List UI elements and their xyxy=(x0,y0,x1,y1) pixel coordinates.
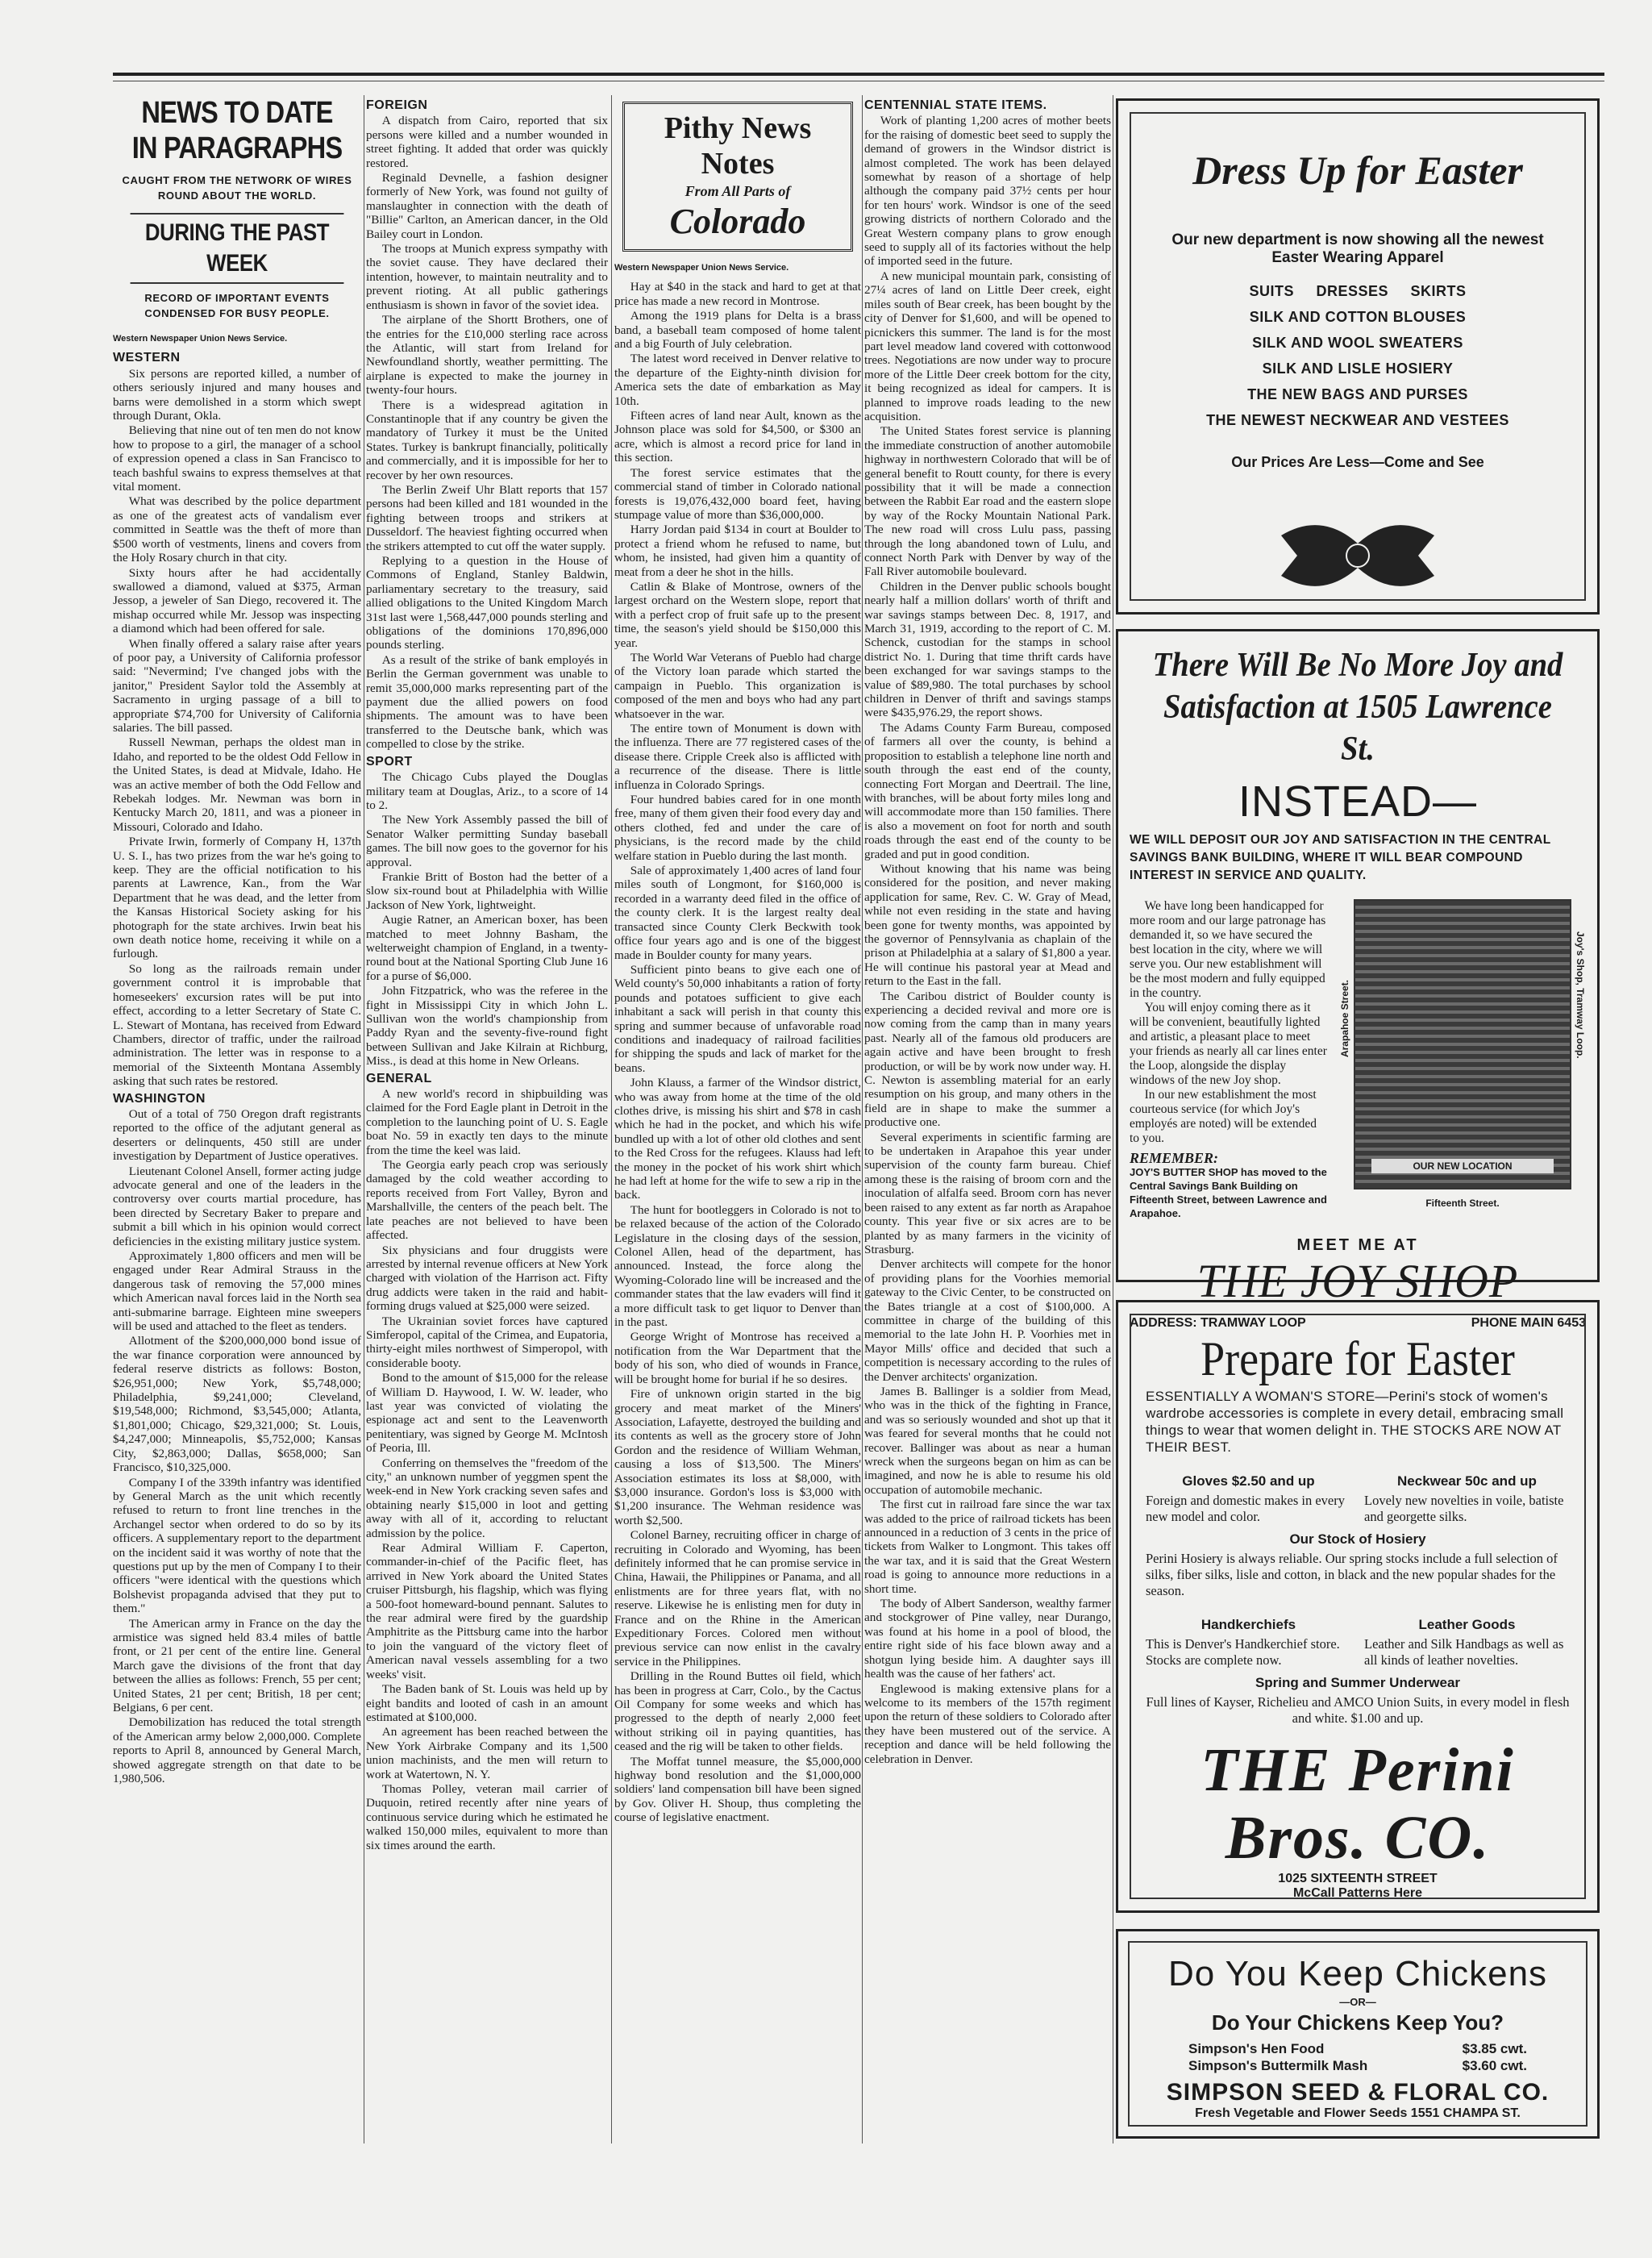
article-paragraph: A dispatch from Cairo, reported that six persons were killed and a number wounded in street fighting. It added that order was quickly restored. xyxy=(366,114,608,170)
article-paragraph: Hay at $40 in the stack and hard to get at that price has made a new record in Montrose. xyxy=(614,280,861,308)
product-price: $3.85 cwt. xyxy=(1462,2041,1527,2056)
article-paragraph: Approximately 1,800 officers and men will be engaged under Rear Admiral Strauss in the dangerous task of removing the 57,000 mines which American naval forces laid in the North sea anti-submarine barrage. Eighteen mine sweepers will be used and attached to the fleet as tenders. xyxy=(113,1249,361,1334)
article-paragraph: Four hundred babies cared for in one month free, many of them given their food every day and others clothed, fed and under the care of physicians, is the record made by the child welfare station in Pueblo during the last month. xyxy=(614,793,861,863)
ad-dress-up-easter xyxy=(1116,98,1600,614)
ad-item: SILK AND LISLE HOSIERY xyxy=(1262,360,1454,377)
column-divider xyxy=(611,95,612,2143)
ad-perini-bros xyxy=(1116,1300,1600,1913)
article-paragraph: Children in the Denver public schools bought nearly half a million dollars' worth of thrift and war savings stamps between Dec. 8, 1917, and March 31, 1919, according to the report of C. M. Schenck, custodian for the stamps in school district No. 1. During that time thrift cards have been exchanged for war savings stamps to the value of $89,980. The total purchases by school children in Denver of thrift and savings stamps were $435,976.29, the report shows. xyxy=(864,579,1111,720)
article-paragraph: The United States forest service is planning the immediate construction of another automobile highway in northwestern Colorado that will be of general benefit to Routt county, for there is every possibility that it will be made a connection between the Rabbit Ear road and the eastern slope by way of the Rocky Mountain National Park. The new road will cross Lulu pass, passing through the long abandoned town of Lulu, and connect North Park with Denver by way of the Fall River automobile boulevard. xyxy=(864,424,1111,579)
article-paragraph: A new world's record in shipbuilding was claimed for the Ford Eagle plant in Detroit in the completion to the launching point of U. S. Eagle boat No. 59 in exactly ten days to the minute from the time the keel was laid. xyxy=(366,1087,608,1157)
ad-body: Perini Hosiery is always reliable. Our spring stocks include a full selection of silks, fiber silks, lisle and cotton, in black and the new popular shades for the season. xyxy=(1146,1551,1558,1598)
article-paragraph: Sixty hours after he had accidentally swallowed a diamond, valued at $375, Arman Jessop, a jeweler of San Diego, recovered it. The mishap occurred while Mr. Jessop was inspecting a diamond which had been offered for sale. xyxy=(113,565,361,636)
ad-body: In our new establishment the most courteous service (for which Joy's employés are noted) will be extended to you. xyxy=(1130,1088,1317,1145)
ad-or: —OR— xyxy=(1339,1996,1376,2008)
article-paragraph: Fire of unknown origin started in the big grocery and meat market of the Miners' Association, Lafayette, destroyed the building and its contents as well as the grocery store of John Gordon and the residence of William Wehman, causing a loss of $13,500. The Miners' Association estimates its loss at $8,000, with $3,000 insurance. Gordon's loss is $3,000 with $1,200 insurance. The Wehman residence was worth $2,500. xyxy=(614,1387,861,1527)
article-paragraph: Allotment of the $200,000,000 bond issue of the war finance corporation were announced by federal reserve districts as follows: Boston, $26,951,000; New York, $5,748,000; Philadelphia, $9,241,000; Cleveland, $19,548,000; Richmond, $3,545,000; Atlanta, $1,801,000; Chicago, $29,321,000; St. Louis, $4,247,000; Minneapolis, $5,752,000; Kansas City, $2,863,000; Dallas, $658,000; San Francisco, $10,325,000. xyxy=(113,1334,361,1475)
building-illustration xyxy=(1354,899,1571,1209)
article-paragraph: The Caribou district of Boulder county is experiencing a decided revival and more ore is now coming from the camp than in many years past. Nearly all of the famous old producers are again active and have been brought to fresh production, or will be by work now under way. H. C. Newton is assembling material for an early resumption on his group, and many others in the field are in shape to make the summer a productive one. xyxy=(864,989,1111,1130)
section-sport: SPORT xyxy=(366,754,413,769)
ad-joy-shop-name: THE JOY SHOP xyxy=(1196,1255,1519,1307)
article-paragraph: When finally offered a salary raise after years of poor pay, a University of California professor said: "Nevermind; I've changed jobs with the janitor," President Saylor told the Assembly at Sacramento in urging passage of a bill to appropriate $74,700 for University of California salaries. The bill passed. xyxy=(113,636,361,735)
ad-instead: INSTEAD— xyxy=(1238,777,1478,826)
headline-past-week: DURING THE PAST WEEK xyxy=(131,213,344,284)
ad-body: Full lines of Kayser, Richelieu and AMCO Union Suits, in every model in flesh and white. $1.00 and up. xyxy=(1146,1694,1570,1726)
top-rule xyxy=(113,73,1604,76)
ad-body: We have long been handicapped for more room and our large patronage has demanded it, so we have secured the best location in the city, where we will serve you. Our new establishment will be the most modern and fully equipped in the country. xyxy=(1130,899,1326,1000)
product-price: $3.60 cwt. xyxy=(1462,2058,1527,2073)
article-paragraph: Believing that nine out of ten men do not know how to propose to a girl, the manager of a school of expression opened a class in San Francisco to teach bashful swains to express themselves at that vital moment. xyxy=(113,423,361,494)
article-paragraph: Frankie Britt of Boston had the better of a slow six-round bout at Philadelphia with Willie Jackson of New York, lightweight. xyxy=(366,869,608,912)
ad-title: Dress Up for Easter xyxy=(1192,148,1523,193)
ad-address: 1025 SIXTEENTH STREET xyxy=(1278,1872,1438,1885)
news-service-credit: Western Newspaper Union News Service. xyxy=(113,334,288,344)
article-paragraph: The New York Assembly passed the bill of Senator Walker permitting Sunday baseball games. The bill now goes to the governor for his approval. xyxy=(366,813,608,869)
article-paragraph: Englewood is making extensive plans for a welcome to its members of the 157th regiment upon the return of these soldiers to Colorado after they have been mustered out of the service. A reception and dance will be held following the celebration in Denver. xyxy=(864,1681,1111,1766)
article-paragraph: Private Irwin, formerly of Company H, 137th U. S. I., has two prizes from the war he's going to keep. They are the official notification to his parents at Lawrence, Kan., from the War Department that he was dead, and the letter from the Kansas Historical Society asking for his photograph for the state archives. Irwin beat his own death notice home, receiving it while on a furlough. xyxy=(113,835,361,961)
article-paragraph: Denver architects will compete for the honor of providing plans for the Voorhies memorial gateway to the Civic Center, to be constructed on the Bates triangle at a cost of $100,000. A committee in charge of the building of this memorial to the late John H. P. Voorhies met in Mayor Mills' office and decided that such a competition is necessary according to the rules of the Denver architects' organization. xyxy=(864,1257,1111,1384)
ad-title: Prepare for Easter xyxy=(1201,1332,1515,1385)
column-divider xyxy=(862,95,863,2143)
article-paragraph: Reginald Devnelle, a fashion designer formerly of New York, was found not guilty of manslaughter in connection with the death of "Billie" Carlton, an American dancer, in the Old Bailey court in London. xyxy=(366,171,608,241)
ad-intro: Our new department is now showing all the newest Easter Wearing Apparel xyxy=(1171,231,1544,266)
article-paragraph: Colonel Barney, recruiting officer in charge of recruiting in Colorado and Wyoming, has been definitely informed that he can promise service in China, Hawaii, the Philippines or Panama, and all enlistments are for three years flat, with no reserve. Likewise he is enlisting men for duty in France and on the Rhine in the American Expeditionary Forces. Colored men without previous service can now enlist in the cavalry service in the Philippines. xyxy=(614,1528,861,1669)
article-paragraph: An agreement has been reached between the New York Airbrake Company and its 1,500 union machinists, and the men will return to work at Watertown, N. Y. xyxy=(366,1725,608,1781)
article-paragraph: As a result of the strike of bank employés in Berlin the German government was unable to remit 35,000,000 marks representing part of the payment due the allied powers on food shipments. The amount was to have been transferred to the Deutsche bank, which was compelled to close by the strike. xyxy=(366,652,608,752)
ad-intro: ESSENTIALLY A WOMAN'S STORE—Perini's stock of women's wardrobe accessories is complete in every detail, embracing small things to wear that women delight in. THE STOCKS ARE NOW AT THEIR BEST. xyxy=(1146,1389,1564,1455)
ad-body: Foreign and domestic makes in every new model and color. xyxy=(1146,1493,1345,1524)
article-paragraph: Work of planting 1,200 acres of mother beets for the raising of domestic beet seed to supply the demand of growers in the Windsor district is almost completed. The work has been delayed somewhat by reason of a shortage of help although the company paid 37½ cents per hour for ten hours' work. Windsor is one of the seed growing districts of northern Colorado and the Great Western company plans to grow enough seed to supply all of its factories without the help of imported seed in the future. xyxy=(864,114,1111,269)
section-foreign: FOREIGN xyxy=(366,98,428,112)
ad-body: Lovely new novelties in voile, batiste and georgette silks. xyxy=(1364,1493,1564,1524)
ad-subhead: Spring and Summer Underwear xyxy=(1255,1675,1461,1690)
article-paragraph: The entire town of Monument is down with the influenza. There are 77 registered cases of the disease there. Cripple Creek also is afflicted with a recurrence of the disease. There is little influenza in Colorado Springs. xyxy=(614,722,861,792)
article-paragraph: The first cut in railroad fare since the war tax was added to the price of railroad tickets has been announced in a reduction of 3 cents in the price of tickets from Walker to Longmont. This takes off the war tax, and it is said that the Great Western road is going to announce more reductions in a short time. xyxy=(864,1498,1111,1596)
pithy-news-box xyxy=(622,102,853,252)
ad-subhead: Neckwear 50c and up xyxy=(1397,1473,1537,1489)
street-label-right: Joy's Shop, Tramway Loop. xyxy=(1575,931,1586,1059)
ad-subhead: Leather Goods xyxy=(1418,1617,1516,1632)
article-paragraph: Sufficient pinto beans to give each one of Weld county's 50,000 inhabitants a ration of forty pounds and potatoes sufficient to give each inhabitant a sack will perish in that county this spring and summer because of unfavorable road conditions and inadequacy of railroad facilities for shipping the spuds and lack of market for the beans. xyxy=(614,962,861,1075)
article-paragraph: The Georgia early peach crop was seriously damaged by the cold weather according to reports received from Fort Valley, Byron and Marshallville, the centers of the peach belt. The late peaches are not believed to have been affected. xyxy=(366,1158,608,1243)
article-paragraph: John Klauss, a farmer of the Windsor district, who was away from home at the time of the old clothes drive, is missing his shirt and $78 in cash which he had in the pocket, and which his wife bundled up with a lot of other old clothes and sent to the Red Cross for the refugees. Klauss had left the money in the pocket of his work shirt which he had left at home for the wife to sew a rip in the back. xyxy=(614,1076,861,1202)
article-paragraph: Demobilization has reduced the total strength of the American army below 2,000,000. Complete reports to April 8, announced by General March, showed aggregate strength on that date to be 1,980,506. xyxy=(113,1715,361,1786)
article-paragraph: John Fitzpatrick, who was the referee in the fight in Mississippi City in which John L. Sullivan won the world's championship from Paddy Ryan and the seventy-five-round fight between Sullivan and Jake Kilrain at Richburg, Miss., is dead at this home in New Orleans. xyxy=(366,984,608,1069)
ad-address: ADDRESS: TRAMWAY LOOP xyxy=(1130,1316,1306,1330)
article-paragraph: The hunt for bootleggers in Colorado is not to be relaxed because of the action of the Colorado Legislature in the closing days of the session, Colonel Allen, head of the department, has announced. Instead, the force along the Wyoming-Colorado line will be increased and the commander states that the law evaders will find it a more difficult task to get liquor to Denver than in the past. xyxy=(614,1202,861,1330)
ad-subhead: Our Stock of Hosiery xyxy=(1289,1531,1426,1547)
article-paragraph: The Ukrainian soviet forces have captured Simferopol, capital of the Crimea, and Eupatoria, thirty-eight miles northwest of Simperopol, with considerable booty. xyxy=(366,1314,608,1370)
ad-item: THE NEWEST NECKWEAR AND VESTEES xyxy=(1206,412,1509,428)
article-paragraph: Drilling in the Round Buttes oil field, which has been in progress at Carr, Colo., by the Cactus Oil Company for some weeks and which has progressed to the depth of nearly 2,000 feet without striking oil in paying quantities, has ceased and the rig will be taken to other fields. xyxy=(614,1669,861,1754)
article-paragraph: Conferring on themselves the "freedom of the city," an unknown number of yeggmen spent the week-end in New York cracking seven safes and obtaining nearly $15,000 in loot and getting away with all of it, according to reluctant admission by the police. xyxy=(366,1456,608,1540)
product-name: Simpson's Buttermilk Mash xyxy=(1188,2058,1368,2073)
article-paragraph: The latest word received in Denver relative to the departure of the Eighty-ninth division for America sets the date of embarkation as May 10th. xyxy=(614,352,861,408)
article-paragraph: The Adams County Farm Bureau, composed of farmers all over the county, is behind a proposition to establish a telephone line north and south through the east end of the county, connecting Fort Morgan and Deertrail. The line, with branches, will be about forty miles long and will accommodate more than 150 families. There is also a movement on foot for north and south roads through the east end of the county to be graded and put in good condition. xyxy=(864,720,1111,861)
street-label-left: Arapahoe Street. xyxy=(1339,980,1350,1058)
section-general: GENERAL xyxy=(366,1071,432,1085)
ad-subhead: Handkerchiefs xyxy=(1201,1617,1296,1632)
column-news-to-date xyxy=(113,95,361,2143)
ad-patterns: McCall Patterns Here xyxy=(1292,1886,1423,1900)
article-paragraph: George Wright of Montrose has received a notification from the War Department that the body of his son, who died of wounds in France, will be brought home for burial if he so desires. xyxy=(614,1330,861,1386)
column-foreign-sport-general xyxy=(366,95,608,2143)
article-paragraph: Fifteen acres of land near Ault, known as the Johnson place was sold for $4,500, or $300 an acre, which is almost a record price for land in this section. xyxy=(614,409,861,465)
article-paragraph: The body of Albert Sanderson, wealthy farmer and stockgrower of Pine valley, near Durango, was found at his home in a pool of blood, the entire right side of his face blown away and a shotgun lying beside him. A daughter says ill health was the cause of her fathers' act. xyxy=(864,1597,1111,1681)
ad-item: THE NEW BAGS AND PURSES xyxy=(1247,386,1468,402)
article-paragraph: So long as the railroads remain under government control it is improbable that homeseekers' excursion rates will be put into effect, according to a letter Secretary of State C. L. Stewart of Montana, has received from Edward Chambers, director of traffic, under the railroad administration. The letter was in response to a memorial of the Sixteenth Montana Assembly asking that such rates be restored. xyxy=(113,961,361,1089)
ad-item: SILK AND WOOL SWEATERS xyxy=(1252,335,1463,351)
ad-firm-name: SIMPSON SEED & FLORAL CO. xyxy=(1166,2079,1550,2106)
ad-item: SILK AND COTTON BLOUSES xyxy=(1249,309,1467,325)
article-paragraph: Sale of approximately 1,400 acres of land four miles south of Longmont, for $160,000 is recorded in a warranty deed filed in the office of the county clerk. It is the largest realty deal transacted since County Clerk Beckwith took office four years ago and is one of the biggest made in Boulder county for many years. xyxy=(614,864,861,962)
article-paragraph: What was described by the police department as one of the greatest acts of vandalism ever committed in Seattle was the theft of more than $500 worth of vestments, linens and covers from the Holy Rosary church in that city. xyxy=(113,494,361,565)
ad-deposit: WE WILL DEPOSIT OUR JOY AND SATISFACTION IN THE CENTRAL SAVINGS BANK BUILDING, WHERE IT WILL BEAR COMPOUND INTEREST IN SERVICE AND QUALITY. xyxy=(1130,833,1551,882)
article-paragraph: James B. Ballinger is a soldier from Mead, who was in the thick of the fighting in France, and was so seriously wounded and shot up that it was feared for several months that he could not recover. Ballinger was about as near a human wreck when the surgeons began on him as can be imagined, and now he is able to resume his old occupation of automobile mechanic. xyxy=(864,1384,1111,1497)
article-paragraph: The Chicago Cubs played the Douglas military team at Douglas, Ariz., to a score of 14 to 2. xyxy=(366,770,608,812)
product-name: Simpson's Hen Food xyxy=(1188,2041,1325,2056)
article-paragraph: Augie Ratner, an American boxer, has been matched to meet Johnny Basham, the welterweight champion of England, in a twenty-round bout at the National Sporting Club June 16 for a purse of $6,000. xyxy=(366,913,608,983)
article-paragraph: The airplane of the Shortt Brothers, one of the entries for the £10,000 sterling race across the Atlantic, will start from Ireland for Newfoundland shortly, weather permitting. The airplane is expected to make the journey in twenty-four hours. xyxy=(366,313,608,398)
ad-tagline: Fresh Vegetable and Flower Seeds 1551 CHAMPA ST. xyxy=(1195,2106,1521,2120)
article-paragraph: Several experiments in scientific farming are to be undertaken in Arapahoe this year under supervision of the county farm bureau. Chief among these is the raising of broom corn and the inoculation of alfalfa seed. Broom corn has never been raised to any extent as far north as Arapahoe county. This year five or six acres are to be planted by as many farmers in the vicinity of Strasburg. xyxy=(864,1130,1111,1256)
ad-body: This is Denver's Handkerchief store. Stocks are complete now. xyxy=(1146,1636,1340,1668)
section-western: WESTERN xyxy=(113,351,181,365)
pithy-title: Pithy News Notes xyxy=(664,111,812,181)
column-pithy-news xyxy=(614,95,861,2143)
pithy-subtitle: From All Parts of xyxy=(685,183,791,199)
article-paragraph: The Baden bank of St. Louis was held up by eight bandits and looted of cash in an amount estimated at $100,000. xyxy=(366,1682,608,1724)
ad-subhead: Gloves $2.50 and up xyxy=(1182,1473,1315,1489)
headline-news-to-date: NEWS TO DATE IN PARAGRAPHS xyxy=(131,96,343,165)
pithy-colorado: Colorado xyxy=(669,202,806,241)
section-centennial: CENTENNIAL STATE ITEMS. xyxy=(864,98,1047,112)
column-centennial-state xyxy=(864,95,1111,2143)
article-paragraph: The forest service estimates that the commercial stand of timber in Colorado national forests is 19,076,432,000 board feet, having stumpage value of more than $36,000,000. xyxy=(614,465,861,522)
pic-caption: Fifteenth Street. xyxy=(1425,1198,1500,1209)
article-paragraph: Without knowing that his name was being considered for the position, and never making application for same, Rev. C. W. Gray of Mead, while not even residing in the state and having been gone for twenty months, was appointed by the governor of Pennsylvania as chaplain of the prison at Philadelphia at a salary of $1,800 a year. He will continue his pastoral year at Mead and return to the East in the fall. xyxy=(864,861,1111,989)
ad-title: Do You Keep Chickens xyxy=(1167,1954,1548,1993)
ad-prices: Our Prices Are Less—Come and See xyxy=(1231,454,1484,470)
ad-meet: MEET ME AT xyxy=(1296,1236,1419,1254)
ad-body: You will enjoy coming there as it will be convenient, beautifully lighted and artistic, a pleasant place to meet your friends as nearly all car lines enter the Loop, alongside the display windows of the new Joy shop. xyxy=(1130,1001,1327,1087)
section-washington: WASHINGTON xyxy=(113,1091,206,1106)
article-paragraph: The World War Veterans of Pueblo had charge of the Victory loan parade which started the campaign in Pueblo. This organization is composed of the men and boys who had any part whatsoever in the war. xyxy=(614,650,861,721)
news-service-credit: Western Newspaper Union News Service. xyxy=(614,263,789,273)
ad-phone: PHONE MAIN 6453 xyxy=(1471,1316,1586,1330)
article-paragraph: Six persons are reported killed, a number of others seriously injured and many houses and barns were demolished in a storm which swept through Durant, Okla. xyxy=(113,366,361,423)
ad-joy-shop xyxy=(1116,629,1600,1330)
ad-simpson-seed xyxy=(1116,1929,1600,2139)
article-paragraph: Replying to a question in the House of Commons of England, Stanley Baldwin, parliamentary secretary to the treasury, said allied obligations to the United Kingdom March 31st last were 1,568,447,000 pounds sterling and obligations of the dominions 170,896,000 pounds sterling. xyxy=(366,554,608,652)
article-paragraph: Thomas Polley, veteran mail carrier of Duquoin, retired recently after nine years of continuous service during which he estimated he walked 150,000 miles, equivalent to more than six times around the earth. xyxy=(366,1781,608,1852)
article-paragraph: Among the 1919 plans for Delta is a brass band, a baseball team composed of home talent and a big Fourth of July celebration. xyxy=(614,309,861,352)
article-paragraph: Harry Jordan paid $134 in court at Boulder to protect a friend whom he refused to name, but whom, he insisted, had given him a quantity of meat from a deer he shot in the hills. xyxy=(614,523,861,579)
article-paragraph: Bond to the amount of $15,000 for the release of William D. Haywood, I. W. W. leader, who last year was convicted of violating the espionage act and sent to the Leavenworth penitentiary, was signed by George M. McIntosh of Peoria, Ill. xyxy=(366,1371,608,1456)
article-paragraph: Russell Newman, perhaps the oldest man in Idaho, and reported to be the oldest Odd Fellow in the United States, is dead at Midvale, Idaho. He was an active member of both the Odd Fellow and Rebekah lodges. Mr. Newman was born in Kentucky March 20, 1811, and was a pioneer in Missouri, Colorado and Idaho. xyxy=(113,735,361,834)
perini-logo: THE Perini Bros. CO. xyxy=(1201,1736,1515,1872)
article-paragraph: Lieutenant Colonel Ansell, former acting judge advocate general and one of the leaders in the controversy over courts martial procedure, has been directed by Secretary Baker to prepare and submit a bill which in his opinion would correct deficiencies in the existing military justice system. xyxy=(113,1164,361,1248)
article-paragraph: Rear Admiral William F. Caperton, commander-in-chief of the Pacific fleet, has arrived in New York aboard the United States cruiser Pittsburgh, his flagship, which was flying a 500-foot homeward-bound pennant. Salutes to the rear admiral were fired by the guardship Amphitrite as the Pittsburg came into the harbor to join the vanguard of the victory fleet of American naval vessels assembling for a two weeks' visit. xyxy=(366,1541,608,1681)
pic-label: OUR NEW LOCATION xyxy=(1371,1159,1554,1173)
ad-question: Do Your Chickens Keep You? xyxy=(1211,2010,1504,2035)
ad-item: SUITS DRESSES SKIRTS xyxy=(1249,283,1467,299)
article-paragraph: Company I of the 339th infantry was identified by General March as the unit which recently refused to return to front line trenches in the Archangel sector when ordered to do so by its officers. A supplementary report to the department on the incident said it was worthy of note that the questions put up by the men of Company I to their officers "were identical with the questions which Bolshevist propaganda advised that they put to them." xyxy=(113,1475,361,1616)
ribbon-store-logo xyxy=(1273,511,1442,600)
article-paragraph: There is a widespread agitation in Constantinople that if any country be given the mandatory of Turkey it must be the United States. Turkey is bankrupt financially, politically and commercially, and it is impossible for her to recover by her own resources. xyxy=(366,398,608,482)
article-paragraph: The American army in France on the day the armistice was signed held 83.4 miles of battle front, or 21 per cent of the entire line. General March gave the divisions of the front that day between the allies as follows: French, 55 per cent; United States, 21 per cent; British, 18 per cent; Belgians, 6 per cent. xyxy=(113,1616,361,1714)
ad-body: Leather and Silk Handbags as well as all kinds of leather novelties. xyxy=(1364,1636,1564,1668)
ad-remember: REMEMBER: xyxy=(1130,1150,1219,1166)
article-paragraph: A new municipal mountain park, consisting of 27¼ acres of land on Little Deer creek, eight miles south of Bear creek, has been bought by the city of Denver for $1,600, and will be opened to picnickers this summer. The land is for the most part level meadow land covered with cottonwood trees. Negotiations are now under way to procure more of the Little Deer creek bottom for the city, it being recognized as ideal for campers. It is planned to improve roads leading to the new acquisition. xyxy=(864,269,1111,423)
article-paragraph: The Berlin Zweif Uhr Blatt reports that 157 persons had been killed and 181 wounded in the fighting between troops and strikers at Dusseldorf. The heaviest fighting occurred when the strikers attempted to cut off the water supply. xyxy=(366,482,608,553)
subhead-caught: CAUGHT FROM THE NETWORK OF WIRES ROUND ABOUT THE WORLD. xyxy=(122,174,352,202)
article-paragraph: Catlin & Blake of Montrose, owners of the largest orchard on the Western slope, report that with a perfect crop of fruit safe up to the present time, the season's yield should be $150,000 this year. xyxy=(614,579,861,650)
ad-title: There Will Be No More Joy and Satisfaction at 1505 Lawrence St. xyxy=(1152,647,1563,768)
ad-remember-text: JOY'S BUTTER SHOP has moved to the Central Savings Bank Building on Fifteenth Street, between Lawrence and Arapahoe. xyxy=(1130,1166,1327,1219)
article-paragraph: The Moffat tunnel measure, the $5,000,000 highway bond resolution and the $1,000,000 soldiers' land compensation bill have been signed by Gov. Oliver H. Shoup, thus completing the course of legislative enactment. xyxy=(614,1754,861,1825)
article-paragraph: Out of a total of 750 Oregon draft registrants reported to the office of the adjutant general as deserters or delinquents, 450 still are under investigation by Department of Justice operatives. xyxy=(113,1106,361,1164)
subhead-record: RECORD OF IMPORTANT EVENTS CONDENSED FOR BUSY PEOPLE. xyxy=(144,292,330,319)
article-paragraph: The troops at Munich express sympathy with the soviet cause. They have declared their intention, however, to maintain neutrality and to prevent rioting. At all public gatherings enthusiasm is shown in favor of the soviet idea. xyxy=(366,242,608,312)
article-paragraph: Six physicians and four druggists were arrested by internal revenue officers at New York charged with violation of the Harrison act. Fifty drug addicts were taken in the raid and habit-forming drugs valued at $25,000 were seized. xyxy=(366,1243,608,1314)
